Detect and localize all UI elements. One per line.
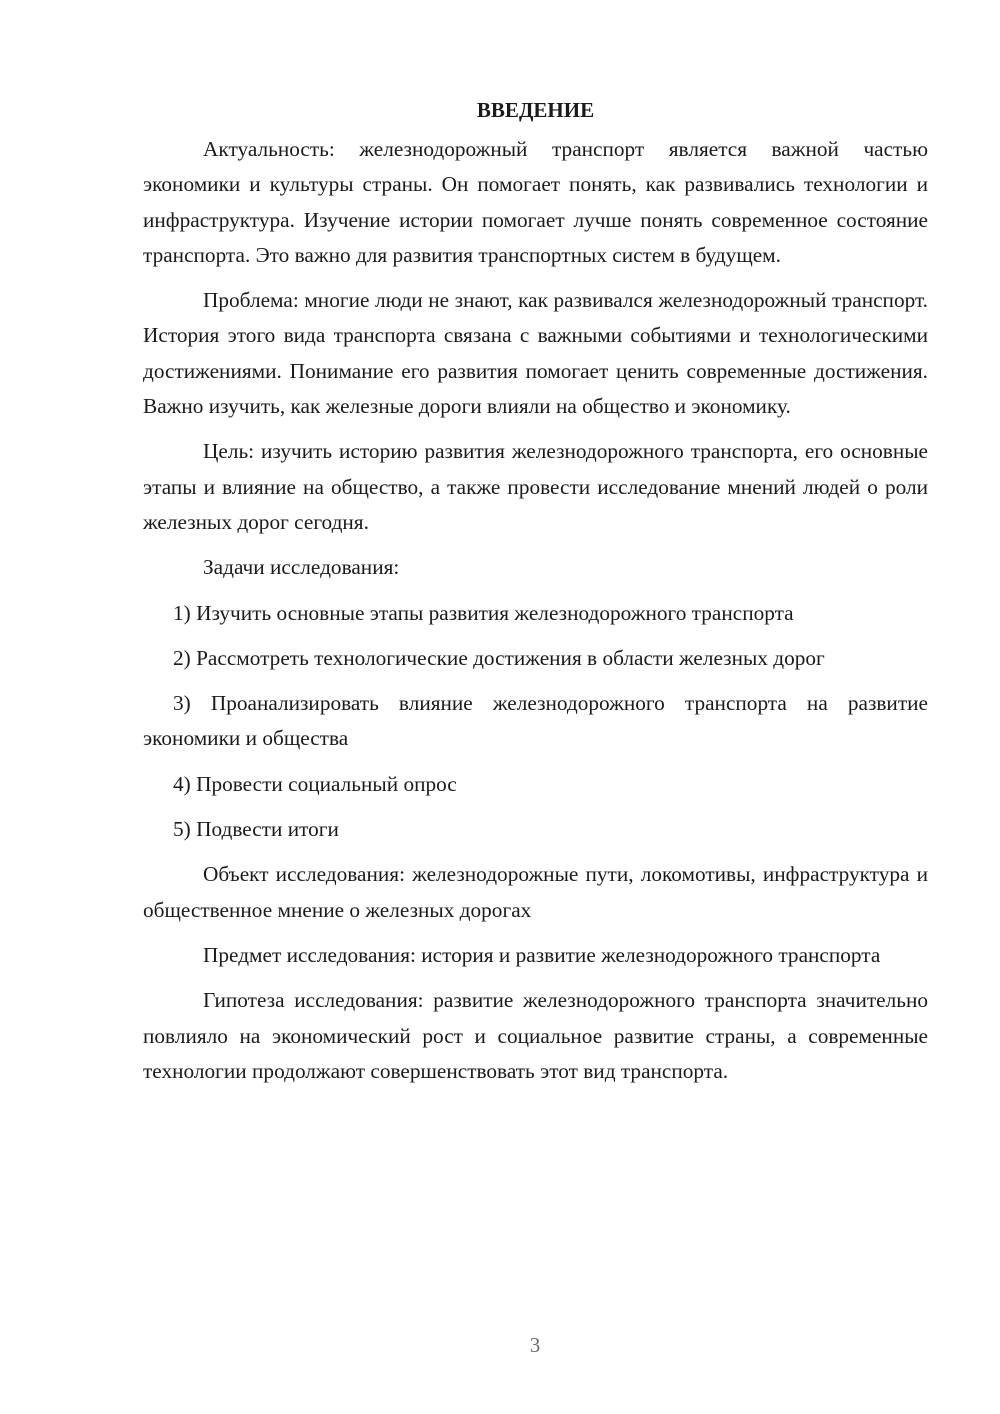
- hypothesis-paragraph: Гипотеза исследования: развитие железнодорожного транспорта значительно повлияло на экономический рост и социальное развитие страны, а современные технологии продолжают совершенствовать этот вид транспорта.: [143, 988, 928, 1083]
- tasks-heading: Задачи исследования:: [203, 555, 400, 580]
- page-title: ВВЕДЕНИЕ: [476, 98, 595, 122]
- page-number: 3: [529, 1333, 541, 1357]
- task-item-3: 3) Проанализировать влияние железнодорожного транспорта на развитие экономики и общества: [143, 691, 928, 751]
- task-item-4: 4) Провести социальный опрос: [173, 771, 457, 796]
- relevance-paragraph: Актуальность: железнодорожный транспорт является важной частью экономики и культуры страны. Он помогает понять, как развивались технологии и инфраструктура. Изучение истории помогает лучше понять современное состояние транспорта. Это важно для развития транспортных систем в будущем.: [143, 137, 928, 267]
- goal-paragraph: Цель: изучить историю развития железнодорожного транспорта, его основные этапы и влияние на общество, а также провести исследование мнений людей о роли железных дорог сегодня.: [143, 439, 928, 534]
- task-item-2: 2) Рассмотреть технологические достижения в области железных дорог: [173, 645, 825, 670]
- page-content: [143, 93, 928, 1089]
- subject-paragraph: Предмет исследования: история и развитие железнодорожного транспорта: [203, 942, 881, 967]
- task-item-5: 5) Подвести итоги: [173, 817, 339, 842]
- task-item-1: 1) Изучить основные этапы развития железнодорожного транспорта: [173, 600, 794, 625]
- problem-paragraph: Проблема: многие люди не знают, как развивался железнодорожный транспорт. История этого вида транспорта связана с важными событиями и технологическими достижениями. Понимание его развития помогает ценить современные достижения. Важно изучить, как железные дороги влияли на общество и экономику.: [143, 288, 928, 419]
- object-paragraph: Объект исследования: железнодорожные пути, локомотивы, инфраструктура и общественное мнение о железных дорогах: [143, 862, 928, 922]
